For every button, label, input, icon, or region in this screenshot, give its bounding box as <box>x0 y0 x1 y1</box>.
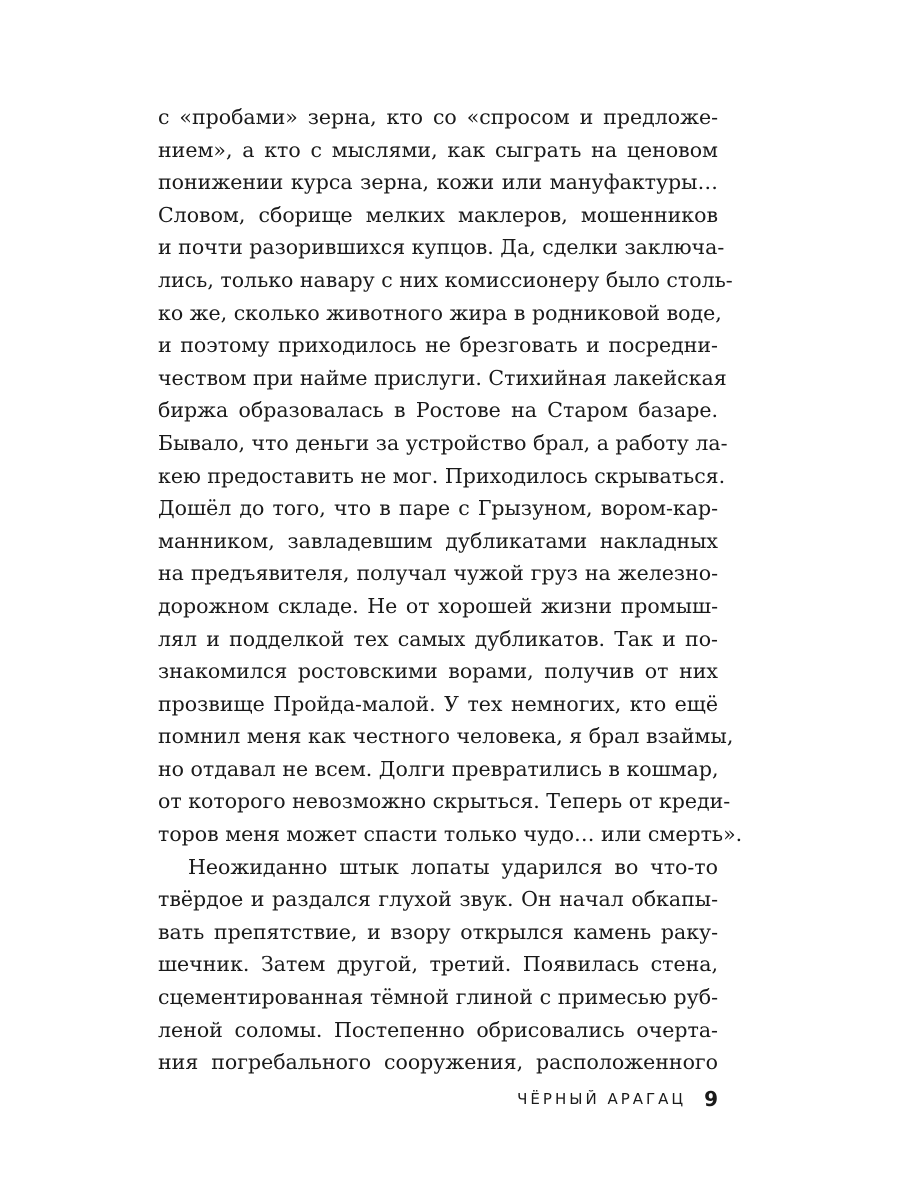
text-line: вать препятствие, и взору открылся камень раку- <box>158 919 718 944</box>
text-line: биржа образовалась в Ростове на Старом базаре. <box>158 398 718 423</box>
text-line: Неожиданно штык лопаты ударился во что-то <box>188 854 718 879</box>
text-line: с «пробами» зерна, кто со «спросом и предложе- <box>158 105 718 129</box>
text-line: торов меня может спасти только чудо… или смерть». <box>158 822 743 847</box>
text-line: и почти разорившихся купцов. Да, сделки заключа- <box>158 235 725 260</box>
text-line: знакомился ростовскими ворами, получив от них <box>158 659 718 684</box>
text-line: и поэтому приходилось не брезговать и посредни- <box>158 333 718 358</box>
text-line: на предъявителя, получал чужой груз на железно- <box>158 561 718 586</box>
text-line: леной соломы. Постепенно обрисовались очерта- <box>158 1017 718 1042</box>
text-line: манником, завладевшим дубликатами накладных <box>158 528 718 553</box>
text-line: помнил меня как честного человека, я брал взаймы, <box>158 724 734 749</box>
text-line: лись, только навару с них комиссионеру было столь- <box>158 267 733 292</box>
text-line: чеством при найме прислуги. Стихийная лакейская <box>158 365 727 390</box>
text-line: Словом, сборище мелких маклеров, мошенников <box>158 202 718 227</box>
text-line: но отдавал не всем. Долги превратились в кошмар, <box>158 756 719 781</box>
text-line: Бывало, что деньги за устройство брал, а работу ла- <box>158 430 728 455</box>
text-line: шечник. Затем другой, третий. Появилась стена, <box>158 952 718 977</box>
text-line: ко же, сколько животного жира в родниковой воде, <box>158 300 722 325</box>
text-line: твёрдое и раздался глухой звук. Он начал обкапы- <box>158 887 718 912</box>
text-line: нием», а кто с мыслями, как сыграть на ценовом <box>158 137 718 162</box>
text-line: понижении курса зерна, кожи или мануфактуры… <box>158 170 718 195</box>
text-line: лял и подделкой тех самых дубликатов. Так и по- <box>158 626 718 651</box>
text-line: ния погребального сооружения, расположенного <box>158 1050 718 1075</box>
running-title: ЧЁРНЫЙ АРАГАЦ <box>517 1090 687 1108</box>
body-text <box>158 101 743 1079</box>
text-line: Дошёл до того, что в паре с Грызуном, вором-кар- <box>158 496 718 521</box>
text-line: кею предоставить не мог. Приходилось скрываться. <box>158 463 726 488</box>
text-line: сцементированная тёмной глиной с примесью руб- <box>158 985 718 1010</box>
running-footer <box>480 1084 718 1114</box>
text-line: дорожном складе. Не от хорошей жизни промыш- <box>158 593 718 618</box>
text-line: прозвище Пройда-малой. У тех немногих, кто ещё <box>158 691 718 716</box>
text-line: от которого невозможно скрыться. Теперь от креди- <box>158 789 731 814</box>
page-number: 9 <box>704 1087 718 1111</box>
